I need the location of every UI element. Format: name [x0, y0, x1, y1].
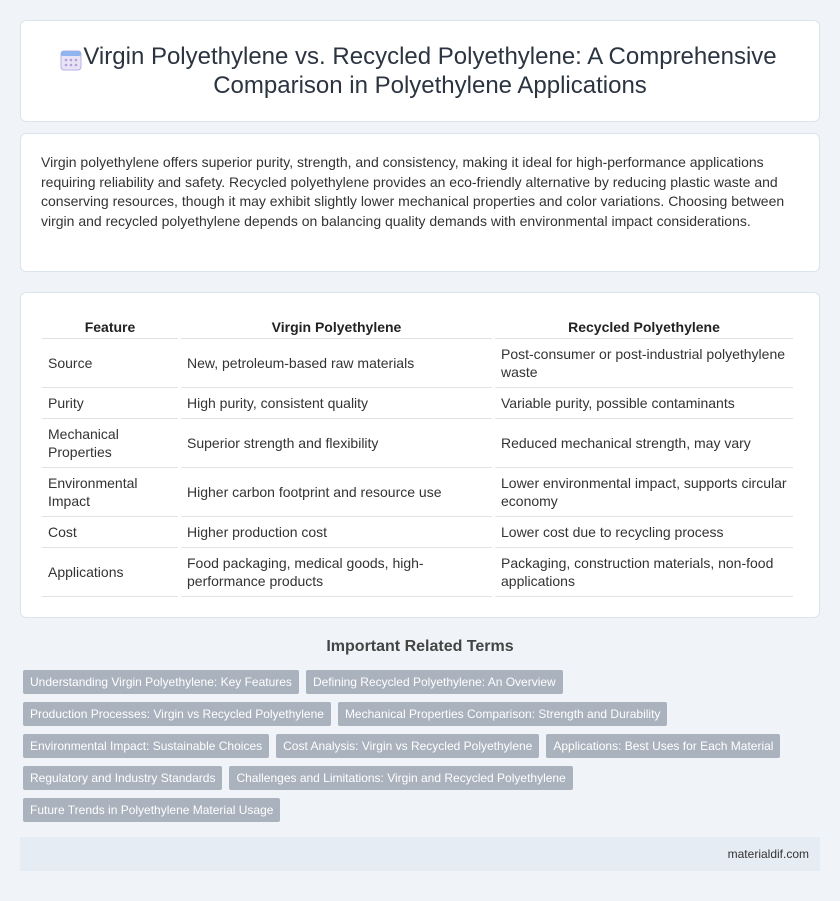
row-virgin: Higher production cost: [181, 517, 492, 548]
row-feature: Cost: [42, 517, 178, 548]
related-tag-applications[interactable]: Applications: Best Uses for Each Material: [546, 734, 780, 758]
row-virgin: Higher carbon footprint and resource use: [181, 468, 492, 517]
intro-paragraph: Virgin polyethylene offers superior purity, strength, and consistency, making it ideal for high-performance applications requiring reliability and safety. Recycled polyethylene provides an eco-friendly alternative by reducing plastic waste and conserving resources, though it may exhibit slightly lower mechanical properties and color variations. Choosing between virgin and recycled polyethylene depends on balancing quality demands with environmental impact considerations.: [41, 154, 785, 229]
table-row: [42, 517, 793, 548]
row-recycled: Reduced mechanical strength, may vary: [495, 419, 793, 468]
table-row: [42, 339, 793, 388]
related-terms-heading: Important Related Terms: [326, 638, 514, 655]
header-recycled: Recycled Polyethylene: [495, 313, 793, 339]
row-recycled: Packaging, construction materials, non-food applications: [495, 548, 793, 597]
row-recycled: Lower cost due to recycling process: [495, 517, 793, 548]
related-tag-future-trends[interactable]: Future Trends in Polyethylene Material Usage: [23, 798, 280, 822]
row-virgin: New, petroleum-based raw materials: [181, 339, 492, 388]
related-tag-virgin-features[interactable]: Understanding Virgin Polyethylene: Key Features: [23, 670, 299, 694]
row-virgin: Superior strength and flexibility: [181, 419, 492, 468]
row-virgin: High purity, consistent quality: [181, 388, 492, 419]
related-terms-list: [23, 670, 823, 830]
related-tag-production-processes[interactable]: Production Processes: Virgin vs Recycled Polyethylene: [23, 702, 331, 726]
row-virgin: Food packaging, medical goods, high-performance products: [181, 548, 492, 597]
intro-card: [20, 133, 820, 272]
related-tag-regulatory-standards[interactable]: Regulatory and Industry Standards: [23, 766, 222, 790]
row-feature: Source: [42, 339, 178, 388]
row-recycled: Variable purity, possible contaminants: [495, 388, 793, 419]
related-tag-cost-analysis[interactable]: Cost Analysis: Virgin vs Recycled Polyethylene: [276, 734, 539, 758]
footer-site-link[interactable]: materialdif.com: [727, 847, 809, 861]
title-card: [20, 20, 820, 122]
table-row: [42, 468, 793, 517]
row-feature: Mechanical Properties: [42, 419, 178, 468]
row-feature: Purity: [42, 388, 178, 419]
header-virgin: Virgin Polyethylene: [181, 313, 492, 339]
related-tag-challenges[interactable]: Challenges and Limitations: Virgin and Recycled Polyethylene: [229, 766, 572, 790]
header-feature: Feature: [42, 313, 178, 339]
table-row: [42, 419, 793, 468]
footer: [20, 837, 820, 871]
comparison-table: [39, 313, 796, 597]
page-title: Virgin Polyethylene vs. Recycled Polyethylene: A Comprehensive Comparison in Polyethylene Applications: [83, 43, 777, 99]
row-recycled: Lower environmental impact, supports circular economy: [495, 468, 793, 517]
calendar-grid-icon: [59, 48, 83, 72]
row-recycled: Post-consumer or post-industrial polyethylene waste: [495, 339, 793, 388]
table-row: [42, 388, 793, 419]
related-tag-mechanical-properties[interactable]: Mechanical Properties Comparison: Strength and Durability: [338, 702, 668, 726]
row-feature: Applications: [42, 548, 178, 597]
related-tag-environmental-impact[interactable]: Environmental Impact: Sustainable Choices: [23, 734, 269, 758]
comparison-table-card: [20, 292, 820, 618]
table-header-row: [42, 313, 793, 339]
related-tag-recycled-overview[interactable]: Defining Recycled Polyethylene: An Overview: [306, 670, 563, 694]
row-feature: Environmental Impact: [42, 468, 178, 517]
table-row: [42, 548, 793, 597]
